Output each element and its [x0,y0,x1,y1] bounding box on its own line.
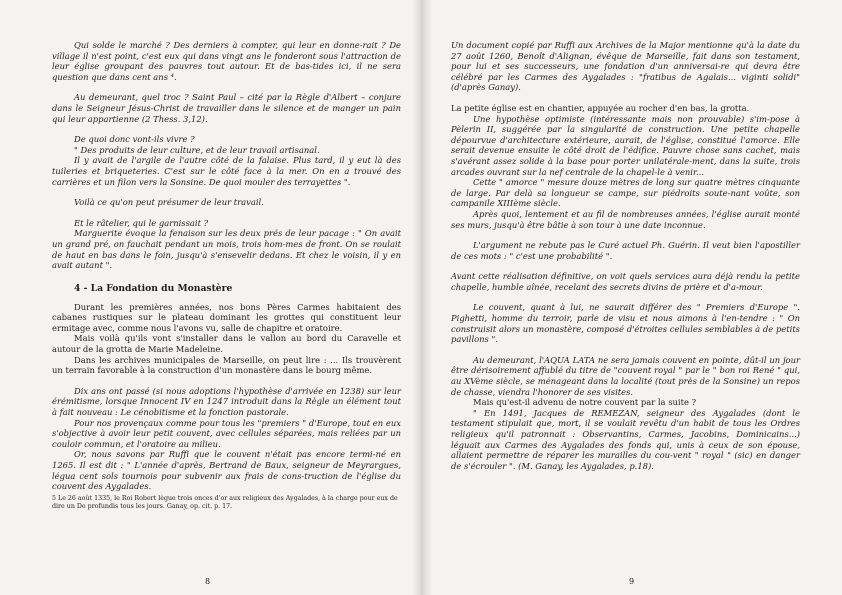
paragraph: Une hypothèse optimiste (intéressante mais non prouvable) s'im-pose à Pèlerin II, suggérée par la singularité de construction. Une petite chapelle dépourvue d'architecture extérieure, aurait, de l'église, constitué l'amorce. Elle serait devenue ensuite le côté droit de l'édifice. Pauvre chose sans cachet, mais s'avérant assez solide à la base pour porter unilatérale-ment, dans la suite, trois arcades ouvrant sur la nef centrale de la chapel-le à venir... [451,113,800,177]
paragraph: Or, nous savons par Ruffi que le couvent n'était pas encore termi-né en 1265. Il est dit : " L'année d'après, Bertrand de Baux, seigneur de Meyrargues, légua cent sols tournois pour subvenir aux frais de cons-truction de l'église du couvent des Aygalades. [52,449,401,492]
paragraph: La petite église est en chantier, appuyée au rocher d'en bas, la grotta. [451,102,750,113]
paragraph: Le couvent, quant à lui, ne saurait différer des " Premiers d'Europe ". Pighetti, homme du terroir, parle de visu et nous aimons à l'en-tendre : " On construisit alors un monastère, composé d'étroites cellules semblables à de petits pavillons ". [451,302,800,345]
paragraph: Mais voilà qu'ils vont s'installer dans le vallon au bord du Caravelle et autour de la grotta de Marie Madeleine. [52,333,401,355]
paragraph: Dix ans ont passé (si nous adoptions l'hypothèse d'arrivée en 1238) sur leur érémitisme, lorsque Innocent IV en 1247 introduit dans la Règle un élément tout à fait nouveau : Le cénobitisme et la fonction pastorale. [52,385,401,418]
paragraph: Il y avait de l'argile de l'autre côté de la falaise. Plus tard, il y eut là des tuileries et briqueteries. C'est sur le côté face à la mer. On en a trouvé des carrières et un filon vers la Sonsine. De quoi mouler des terrayettes ". [52,155,401,187]
paragraph: Cette " amorce " mesure douze mètres de long sur quatre mètres cinquante de large. Par delà sa longueur se campe, sur piédroits soute-nant voûte, son campanile XIIIème siècle. [451,177,800,209]
paragraph: L'argument ne rebute pas le Curé actuel Ph. Guérin. Il veut bien l'apostiller de ces mots : " c'est une probabilité ". [451,240,800,261]
paragraph: Pour nos provençaux comme pour tous les "premiers " d'Europe, tout en eux s'objective à avoir leur petit couvent, avec cellules séparées, mais reliées par un couloir commun, et l'oratoire au milieu. [52,417,401,449]
paragraph: Voilà ce qu'on peut présumer de leur travail. [74,197,264,208]
paragraph: Dans les archives municipales de Marseille, on peut lire : ... Ils trouvèrent un terrain favorable à la construction d'un monastère dans le bourg même. [52,354,401,376]
paragraph: " En 1491, Jacques de REMEZAN, seigneur des Aygalades (dont le testament stipulait que, mort, il se voulait revêtu d'un habit de tous les Ordres religieux qu'il patronnait : Observantins, Carmes, Jacobins, Dominicains...) léguait aux Carmes des Aygalades des fonds qui, unis à ceux de son épouse, allaient permettre de réparer les murailles du cou-vent " royal " (sic) en danger de s'écrouler ". (M. Ganay, les Aygalades, p.18). [451,407,800,471]
paragraph: Qui solde le marché ? Des derniers à compter, qui leur en donne-rait ? De village il n'est point, c'est eux qui dans vingt ans le fonderont sous l'attraction de leur église groupant des pauvres tout autour. Et de bas-tides ici, il ne sera question que dans cent ans ⁴. [52,40,401,82]
paragraph: Durant les premières années, nos bons Pères Carmes habitaient des cabanes rustiques sur le plateau dominant les grottes qui constituent leur ermitage avec, comme nous l'avons vu, salle de chapitre et oratoire. [52,301,401,333]
paragraph: Après quoi, lentement et au fil de nombreuses années, l'église aurait monté ses murs, jusqu'à être bâtie à son tour à une date inconnue. [451,208,800,230]
paragraph: Et le râtelier, qui le garnissait ? [74,217,209,228]
footnote: 5 Le 26 août 1335, le Roi Robert lègue trois onces d'or aux religieux des Aygalades, à la charge pour eux de dire un De profundis tous les jours. Ganay, op. cit. p. 17. [52,494,398,510]
paragraph: Au demeurant, l'AQUA LATA ne sera jamais couvent en pointe, dût-il un jour être dérisoirement affublé du titre de "couvent royal " par le " bon roi René " qui, au XVème siècle, se ménageant dans la localité (tout près de la Sonsine) un repos de chasse, viendra l'honorer de ses visites. [451,354,800,397]
page-number: 8 [205,577,211,586]
paragraph: De quoi donc vont-ils vivre ? [74,134,195,145]
paragraph: Avant cette réalisation définitive, on voit quels services aura déjà rendu la petite chapelle, humble aînée, recelant des secrets divins de prière et d'a-mour. [451,271,800,292]
section-heading: 4 - La Fondation du Monastère [74,282,233,294]
paragraph: Un document copié par Ruffi aux Archives de la Major mentionne qu'à la date du 27 août 1260, Benoît d'Alignan, évêque de Marseille, fait dans son testament, pour lui et ses successeurs, une fondation d'un anniversai-re qui devra être célébré par les Carmes des Aygalades : "fratibus de Agalais... viginti solidi" (d'après Ganay). [451,40,800,93]
right-page [421,0,842,595]
paragraph: Mais qu'est-il advenu de notre couvent par la suite ? [473,397,697,408]
paragraph: Au demeurant, quel troc ? Saint Paul – cité par la Règle d'Albert – conjure dans le Seigneur Jésus-Christ de travailler dans le silence et de manger un pain qui leur appartienne (2 Thess. 3,12). [52,92,401,124]
page-number: 9 [629,577,635,586]
paragraph: " Des produits de leur culture, et de leur travail artisanal. [74,144,320,155]
paragraph: Marguerite évoque la fenaison sur les deux prés de leur pacage : " On avait un grand pré, on fauchait pendant un mois, trois hom-mes de front. On se roulait de haut en bas dans le foin, jusqu'à s'ensevelir dedans. Et chez le voisin, il y en avait autant ". [52,228,401,271]
